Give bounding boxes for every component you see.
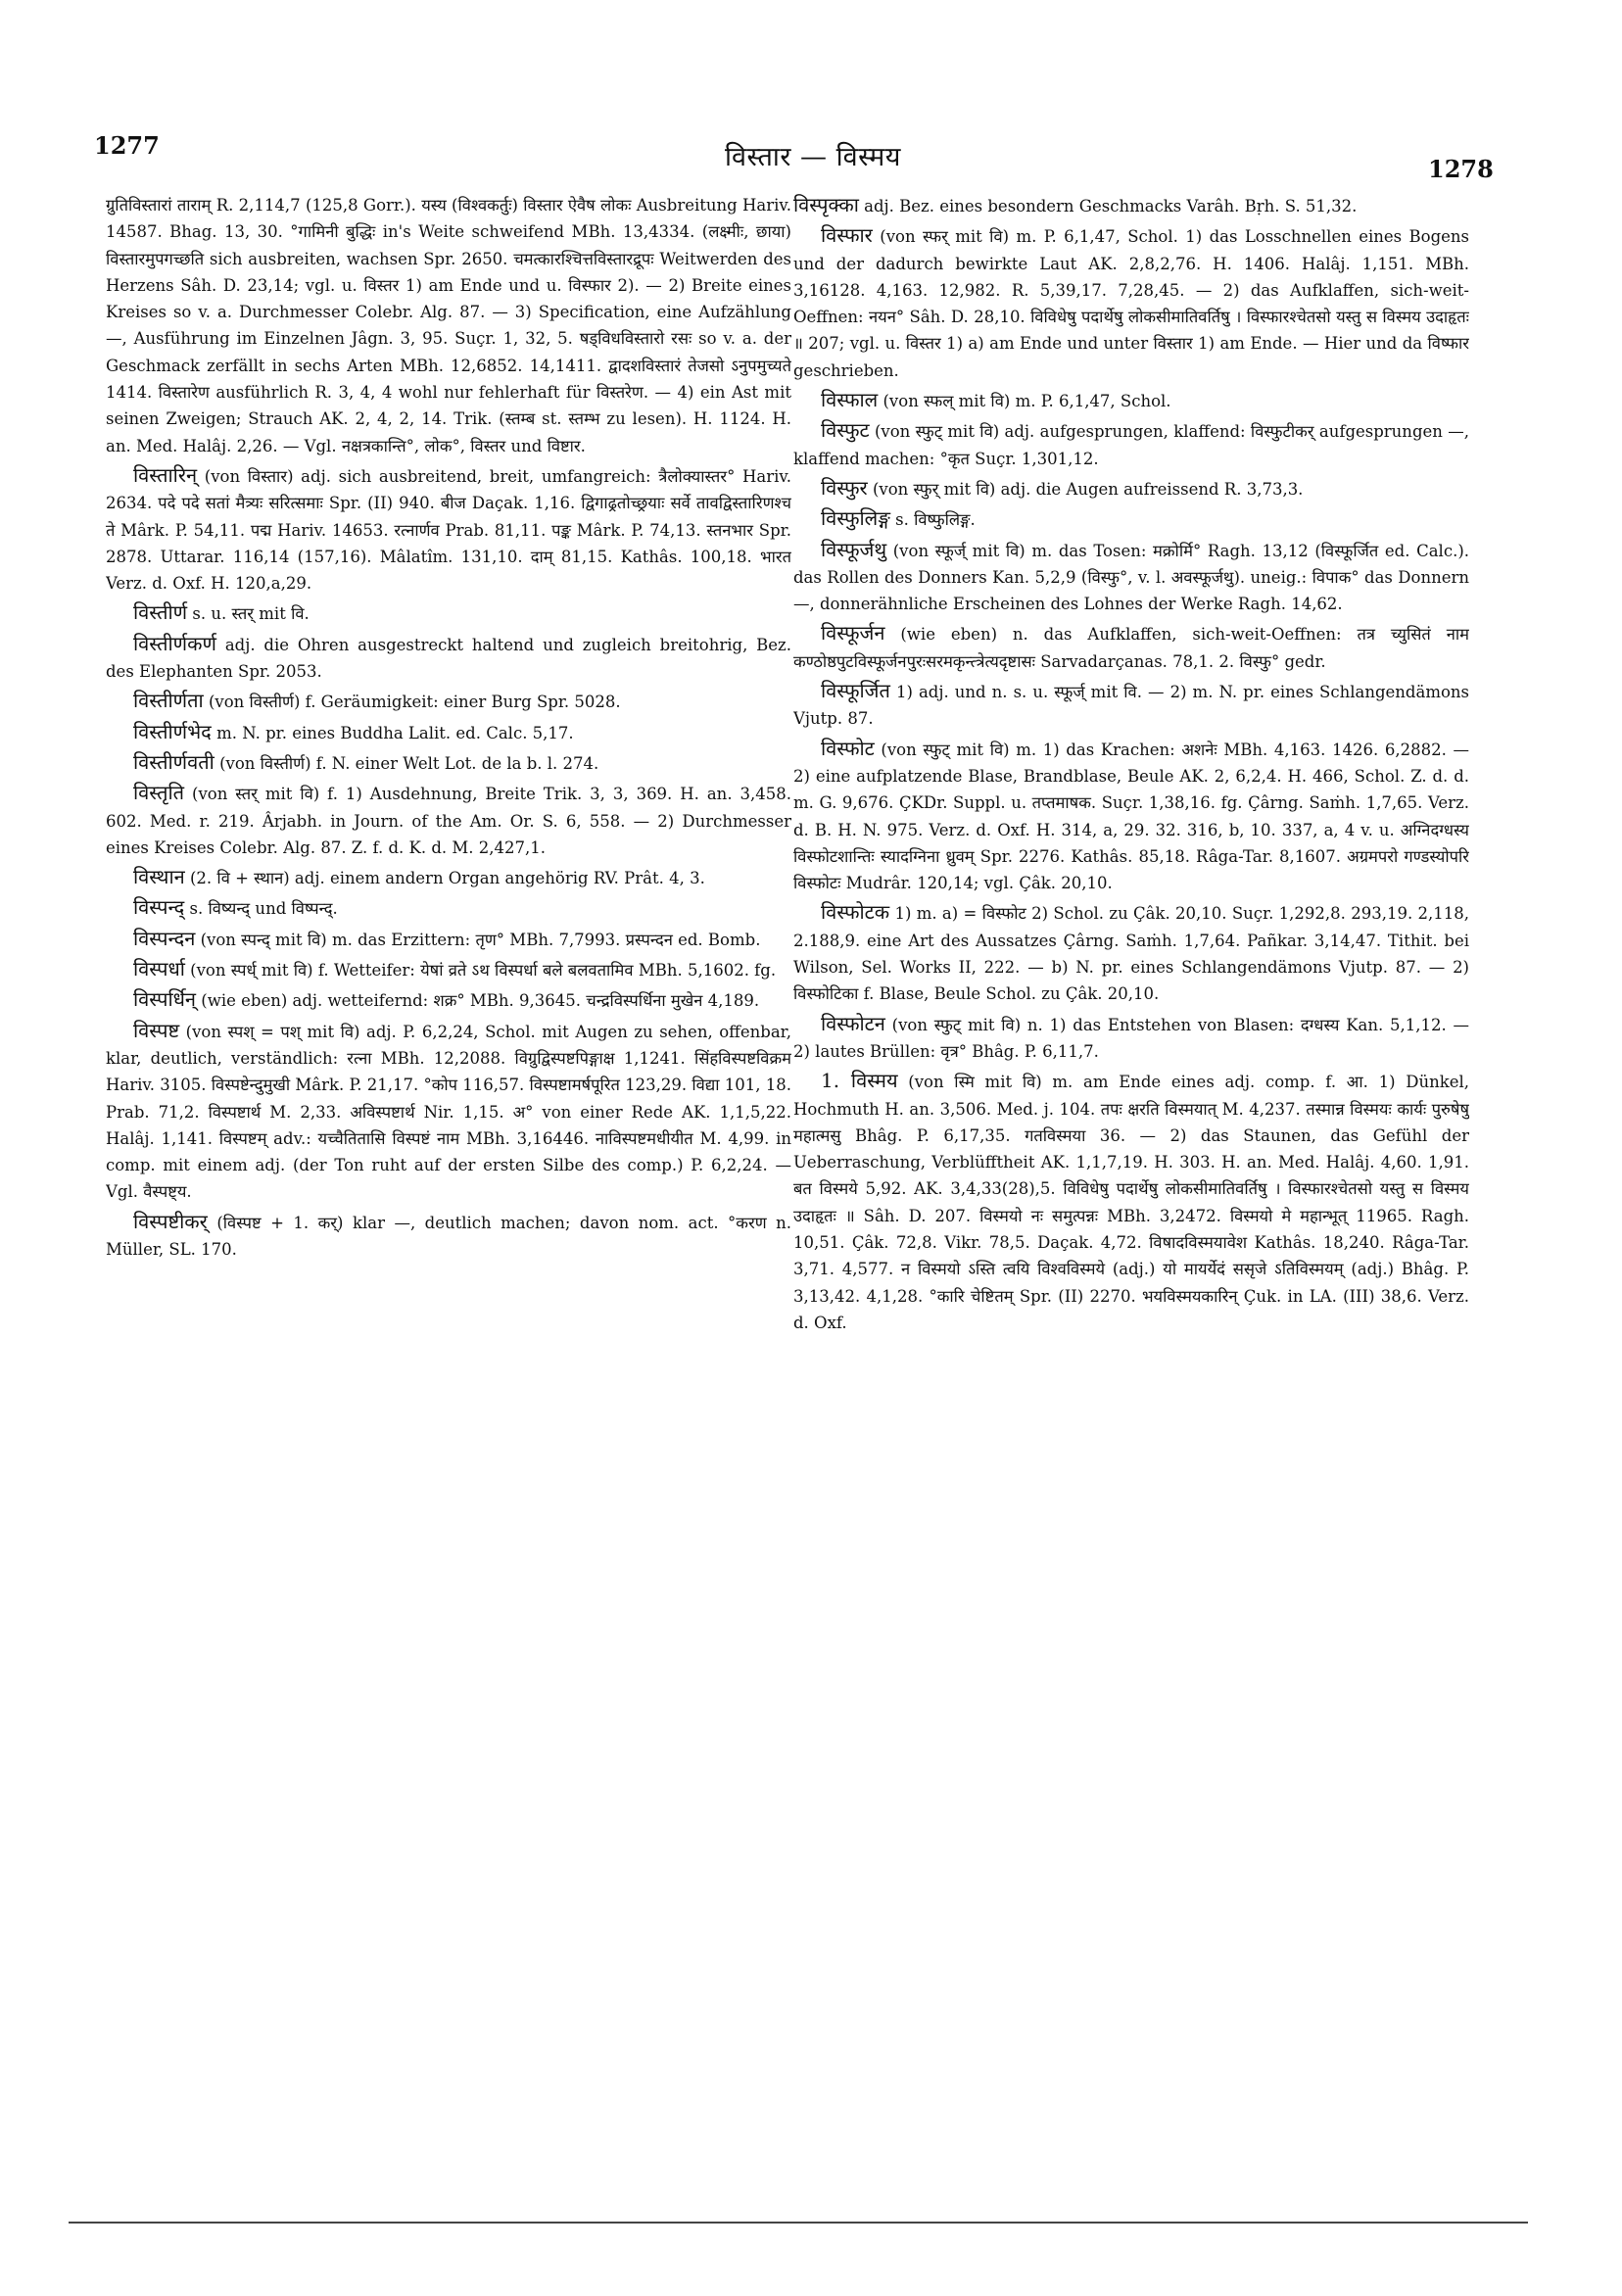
entry-text: (2. वि + स्थान) adj. einem andern Organ angehörig RV. Prât. 4, 3.	[190, 869, 705, 888]
running-head: विस्तार — विस्मय	[725, 142, 901, 172]
dictionary-entry	[106, 749, 791, 777]
entry-headword: विस्तीर्णभेद	[133, 719, 212, 743]
dictionary-entry	[793, 1068, 1469, 1336]
entry-headword: विस्पष्टीकर्	[133, 1209, 208, 1233]
dictionary-entry	[793, 417, 1469, 472]
dictionary-entry	[793, 736, 1469, 897]
entry-text: (von स्पर्ध् mit वि) f. Wetteifer: येषां व्रते ऽथ विस्पर्धा बले बलवतामिव MBh. 5,1602. fg.	[190, 961, 777, 981]
entry-text: ग्रुतिविस्तारां ताराम् R. 2,114,7 (125,8 Gorr.). यस्य (विश्वकर्तुः) विस्तार ऐवैष लोकः Ausbreitung Hariv. 14587. Bhag. 13, 30. °गामिनी बुद्धिः in's Weite schweifend MBh. 13,4334. (लक्ष्मीः, छाया) विस्तारमुपगच्छति sich ausbreiten, wachsen Spr. 2650. चमत्कारश्चित्तविस्तारद्रूपः Weitwerden des Herzens Sâh. D. 23,14; vgl. u. विस्तर 1) am Ende und u. विस्फार 2). — 2) Breite eines Kreises so v. a. Durchmesser Colebr. Alg. 87. — 3) Specification, eine Aufzählung —, Ausführung im Einzelnen Jâgn. 3, 95. Suçr. 1, 32, 5. षड्विधविस्तारो रसः so v. a. der Geschmack zerfällt in sechs Arten MBh. 12,6852. 14,1411. द्वादशविस्तारं तेजसो ऽनुपमुच्यते 1414. विस्तारेण ausführlich R. 3, 4, 4 wohl nur fehlerhaft für विस्तरेण. — 4) ein Ast mit seinen Zweigen; Strauch AK. 2, 4, 2, 14. Trik. (स्तम्ब st. स्तम्भ zu lesen). H. 1124. H. an. Med. Halâj. 2,26. — Vgl. नक्षत्रकान्ति°, लोक°, विस्तर und विष्टार.	[106, 196, 791, 455]
entry-text: (wie eben) adj. wetteifernd: शक्र° MBh. 9,3645. चन्द्रविस्पर्धिना मुखेन 4,189.	[201, 991, 760, 1011]
entry-text: 1) m. a) = विस्फोट 2) Schol. zu Çâk. 20,10. Suçr. 1,292,8. 293,19. 2,118, 2.188,9. eine Art des Aussatzes Çârng. Saṁh. 1,7,64. Pañkar. 3,14,47. Tithit. bei Wilson, Sel. Works II, 222. — b) N. pr. eines Schlangendämons Vjutp. 87. — 2) विस्फोटिका f. Blase, Beule Schol. zu Çâk. 20,10.	[793, 904, 1469, 1004]
entry-text: (von विस्तीर्ण) f. Geräumigkeit: einer Burg Spr. 5028.	[208, 693, 621, 712]
entry-text: (विस्पष्ट + 1. कर्) klar —, deutlich machen; davon nom. act. °करण n. Müller, SL. 170.	[106, 1213, 791, 1259]
entry-headword: विस्तीर्ण	[133, 600, 188, 625]
entry-text: (von विस्तार) adj. sich ausbreitend, breit, umfangreich: त्रैलोक्यास्तर° Hariv. 2634. पदे पदे सतां मैत्र्यः सरित्समाः Spr. (II) 940. बीज Daçak. 1,16. द्विगाढ्रतोच्छ्रयाः सर्वे तावद्विस्तारिणश्च ते Mârk. P. 54,11. पद्म Hariv. 14653. रत्नार्णव Prab. 81,11. पङ्क Mârk. P. 74,13. स्तनभार Spr. 2878. Uttarar. 116,14 (157,16). Mâlatîm. 131,10. दाम् 81,15. Kathâs. 100,18. भारत Verz. d. Oxf. H. 120,a,29.	[106, 466, 791, 594]
entry-headword: विस्फूर्जन	[821, 621, 885, 646]
dictionary-entry	[793, 192, 1469, 219]
entry-headword: विस्फूर्जित	[821, 679, 890, 703]
entry-headword: विस्फोटक	[821, 900, 890, 925]
dictionary-entry	[793, 678, 1469, 733]
entry-headword: विस्तारिन्	[133, 462, 198, 487]
entry-headword: विस्तृति	[133, 781, 185, 805]
dictionary-entry	[106, 780, 791, 861]
right-column	[793, 192, 1469, 2161]
entry-text: s. विष्फुलिङ्ग.	[895, 510, 976, 530]
entry-headword: विस्फूर्जथु	[821, 537, 887, 561]
entry-text: s. u. स्तर् mit वि.	[192, 604, 310, 624]
entry-text: (von स्फुट् mit वि) n. 1) das Entstehen von Blasen: दग्धस्य Kan. 5,1,12. — 2) lautes Brüllen: वृत्र° Bhâg. P. 6,11,7.	[793, 1015, 1469, 1061]
entry-text: adj. Bez. eines besondern Geschmacks Varâh. Bṛh. S. 51,32.	[864, 197, 1358, 215]
entry-headword: विस्तीर्णता	[133, 689, 204, 713]
entry-text: (von स्फूर्ज् mit वि) m. das Tosen: मक्रोर्मि° Ragh. 13,12 (विस्फूर्जित ed. Calc.). das Rollen des Donners Kan. 5,2,9 (विस्फु°, v. l. अवस्फूर्जथु). uneig.: विपाक° das Donnern —, donnerähnliche Erscheinen des Lohnes der Werke Ragh. 14,62.	[793, 541, 1469, 614]
dictionary-entry	[106, 1018, 791, 1206]
dictionary-entry	[793, 475, 1469, 502]
dictionary-entry	[106, 631, 791, 686]
bottom-rule	[69, 2222, 1528, 2224]
entry-headword: विस्तीर्णवती	[133, 749, 215, 774]
entry-text: (von स्मि mit वि) m. am Ende eines adj. comp. f. आ. 1) Dünkel, Hochmuth H. an. 3,506. Med. j. 104. तपः क्षरति विस्मयात् M. 4,237. तस्मान्न विस्मयः कार्यः पुरुषेषु महात्मसु Bhâg. P. 6,17,35. गतविस्मया 36. — 2) das Staunen, das Gefühl der Ueberraschung, Verblüfftheit AK. 1,1,7,19. H. 303. H. an. Med. Halâj. 4,60. 1,91. बत विस्मये 5,92. AK. 3,4,33(28),5. विविधेषु पदार्थेषु लोकसीमातिवर्तिषु । विस्फारश्चेतसो यस्तु स विस्मय उदाहृतः ॥ Sâh. D. 207. विस्मयो नः समुत्पन्नः MBh. 3,2472. विस्मयो मे महान्भूत् 11965. Ragh. 10,51. Çâk. 72,8. Vikr. 78,5. Daçak. 4,72. विषादविस्मयावेश Kathâs. 18,240. Râga-Tar. 3,71. 4,577. न विस्मयो ऽस्ति त्वयि विश्वविस्मये (adj.) यो मायर्येदं ससृजे ऽतिविस्मयम् (adj.) Bhâg. P. 3,13,42. 4,1,28. °कारि चेष्टितम् Spr. (II) 2270. भयविस्मयकारिन् Çuk. in LA. (III) 38,6. Verz. d. Oxf.	[793, 1073, 1469, 1332]
entry-text: adj. die Ohren ausgestreckt haltend und zugleich breitohrig, Bez. des Elephanten Spr. 2053.	[106, 635, 791, 682]
dictionary-entry	[106, 926, 791, 953]
entry-headword: विस्फोट	[821, 736, 875, 760]
entry-text: (von स्पश् = पश् mit वि) adj. P. 6,2,24, Schol. mit Augen zu sehen, offenbar, klar, deutlich, verständlich: रत्ना MBh. 12,2088. विग्रुद्विस्पष्टपिङ्गाक्ष 1,1241. सिंहविस्पष्टविक्रम Hariv. 3105. विस्पष्टेन्दुमुखी Mârk. P. 21,17. °कोप 116,57. विस्पष्टामर्षपूरित 123,29. विद्या 101, 18. Prab. 71,2. विस्पष्टार्थ M. 2,33. अविस्पष्टार्थ Nir. 1,15. अ° von einer Rede AK. 1,1,5,22. Halâj. 1,141. विस्पष्टम् adv.: यच्चैतितासि विस्पष्टं नाम MBh. 3,16446. नाविस्पष्टमधीयीत M. 4,99. in comp. mit einem adj. (der Ton ruht auf der ersten Silbe des comp.) P. 6,2,24. — Vgl. वैस्पष्ट्य.	[106, 1022, 791, 1202]
entry-text: (von स्फर् mit वि) m. P. 6,1,47, Schol. 1) das Losschnellen eines Bogens und der dadurch bewirkte Laut AK. 2,8,2,76. H. 1406. Halâj. 1,151. MBh. 3,16128. 4,163. 12,982. R. 5,39,17. 7,28,45. — 2) das Aufklaffen, sich-weit-Oeffnen: नयन° Sâh. D. 28,10. विविधेषु पदार्थेषु लोकसीमातिवर्तिषु । विस्फारश्चेतसो यस्तु स विस्मय उदाहृतः ॥ 207; vgl. u. विस्तर 1) a) am Ende und unter विस्तार 1) am Ende. — Hier und da विष्फार geschrieben.	[793, 227, 1469, 380]
entry-headword: विस्पर्धा	[133, 957, 185, 981]
dictionary-entry	[106, 894, 791, 922]
entry-headword: 1. विस्मय	[821, 1069, 898, 1093]
entry-headword: विस्पृक्का	[793, 193, 859, 216]
left-column	[106, 192, 791, 2161]
entry-headword: विस्फुट	[821, 418, 870, 443]
dictionary-entry	[106, 688, 791, 715]
dictionary-entry	[106, 1209, 791, 1264]
entry-headword: विस्पर्धिन्	[133, 987, 197, 1012]
dictionary-entry	[106, 462, 791, 597]
dictionary-entry	[793, 1011, 1469, 1066]
entry-headword: विस्पष्ट	[133, 1018, 180, 1042]
dictionary-entry	[106, 719, 791, 746]
entry-headword: विस्फार	[821, 223, 873, 248]
dictionary-entry	[793, 537, 1469, 618]
page-number-left: 1277	[94, 131, 160, 160]
entry-headword: विस्तीर्णकर्ण	[133, 631, 216, 655]
entry-text: (von स्फुट् mit वि) adj. aufgesprungen, klaffend: विस्फुटीकर् aufgesprungen —, klaffend machen: °कृत Suçr. 1,301,12.	[793, 422, 1469, 468]
entry-headword: विस्फोटन	[821, 1011, 885, 1035]
dictionary-entry	[793, 899, 1469, 1007]
dictionary-entry	[106, 599, 791, 627]
entry-text: (von स्फुर् mit वि) adj. die Augen aufreissend R. 3,73,3.	[872, 479, 1304, 499]
dictionary-entry	[106, 192, 791, 459]
entry-headword: विस्थान	[133, 865, 185, 889]
entry-text: (von विस्तीर्ण) f. N. einer Welt Lot. de la b. l. 274.	[219, 753, 599, 773]
entry-text: (von स्पन्द् mit वि) m. das Erzittern: तृण° MBh. 7,7993. प्रस्पन्दन ed. Bomb.	[200, 930, 761, 949]
entry-headword: विस्पन्द्	[133, 895, 185, 920]
entry-text: 1) adj. und n. s. u. स्फूर्ज् mit वि. — 2) m. N. pr. eines Schlangendämons Vjutp. 87.	[793, 683, 1469, 729]
entry-headword: विस्फुलिङ्ग	[821, 506, 890, 531]
dictionary-entry	[793, 387, 1469, 414]
entry-headword: विस्फुर	[821, 475, 868, 500]
dictionary-entry	[793, 222, 1469, 384]
entry-text: (von स्फल् mit वि) m. P. 6,1,47, Schol.	[883, 392, 1171, 411]
dictionary-entry	[106, 956, 791, 983]
dictionary-entry	[106, 986, 791, 1014]
entry-headword: विस्पन्दन	[133, 926, 196, 950]
dictionary-entry	[106, 864, 791, 891]
entry-text: s. विष्यन्द् und विष्पन्द्.	[189, 899, 338, 919]
page-number-right: 1278	[1428, 155, 1494, 183]
entry-headword: विस्फाल	[821, 388, 879, 412]
entry-text: (wie eben) n. das Aufklaffen, sich-weit-Oeffnen: तत्र च्युसितं नाम कण्ठोष्ठपुटविस्फूर्जनपुरःसरमकृन्त्त्रेत्यदृष्टासः Sarvadarçanas. 78,1. 2. विस्फु° gedr.	[793, 625, 1469, 671]
entry-text: (von स्तर् mit वि) f. 1) Ausdehnung, Breite Trik. 3, 3, 369. H. an. 3,458. 602. Med. r. 219. Ârjabh. in Journ. of the Am. Or. S. 6, 558. — 2) Durchmesser eines Kreises Colebr. Alg. 87. Z. f. d. K. d. M. 2,427,1.	[106, 785, 791, 857]
entry-text: (von स्फुट् mit वि) m. 1) das Krachen: अशनेः MBh. 4,163. 1426. 6,2882. — 2) eine aufplatzende Blase, Brandblase, Beule AK. 2, 6,2,4. H. 466, Schol. Z. d. d. m. G. 9,676. ÇKDr. Suppl. u. तप्तमाषक. Suçr. 1,38,16. fg. Çârng. Saṁh. 1,7,65. Verz. d. B. H. N. 975. Verz. d. Oxf. H. 314, a, 29. 32. 316, b, 10. 337, a, 4 v. u. अग्निदग्धस्य विस्फोटशान्तिः स्यादग्निना ध्रुवम् Spr. 2276. Kathâs. 85,18. Râga-Tar. 8,1607. अग्रमपरो गण्डस्योपरि विस्फोटः Mudrâr. 120,14; vgl. Çâk. 20,10.	[793, 740, 1469, 893]
entry-text: m. N. pr. eines Buddha Lalit. ed. Calc. 5,17.	[216, 723, 574, 742]
dictionary-entry	[793, 620, 1469, 675]
dictionary-entry	[793, 505, 1469, 533]
